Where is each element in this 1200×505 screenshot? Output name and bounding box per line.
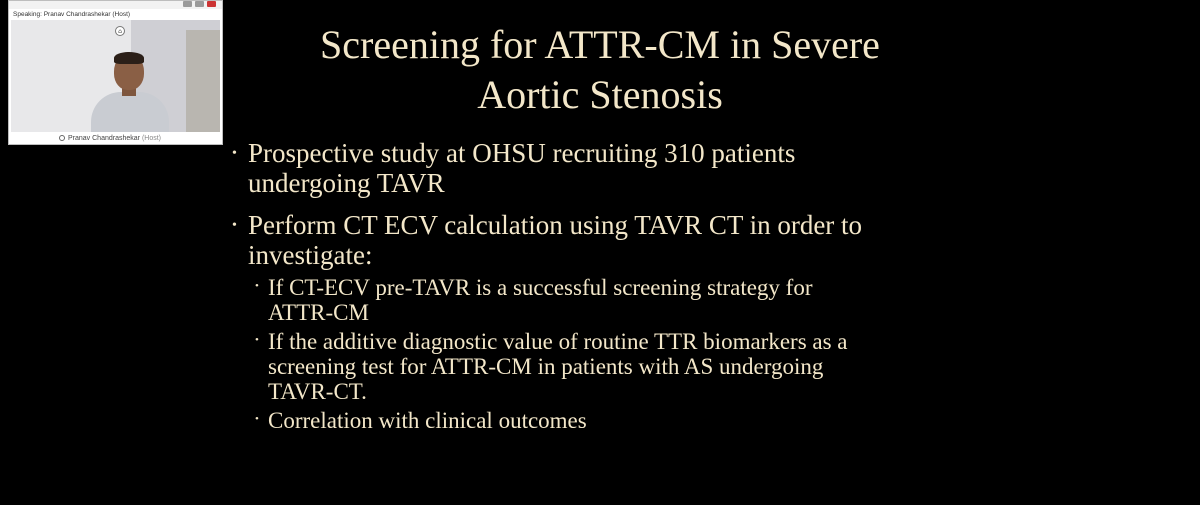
slide-title: [250, 20, 950, 120]
sub-bullet-dot: •: [255, 413, 259, 425]
slide-title-line-2: Aortic Stenosis: [477, 72, 723, 117]
sub-bullet-2-line-2: screening test for ATTR-CM in patients with AS undergoing: [268, 354, 824, 379]
sub-bullet-1-line-2: ATTR-CM: [268, 300, 369, 325]
participant-name: Pranav Chandrashekar: [68, 135, 140, 142]
sub-bullet-1-line-1: If CT-ECV pre-TAVR is a successful screening strategy for: [268, 275, 813, 300]
speaking-indicator: Speaking: Pranav Chandrashekar (Host): [13, 11, 131, 18]
close-icon[interactable]: [207, 1, 216, 7]
sub-bullet-dot: •: [255, 334, 259, 346]
sub-bullet-2-line-3: TAVR-CT.: [268, 379, 367, 404]
minimize-icon[interactable]: [183, 1, 192, 7]
sub-bullet-3-line-1: Correlation with clinical outcomes: [268, 408, 587, 433]
bullet-2-line-2: investigate:: [248, 240, 373, 270]
slide-title-line-1: Screening for ATTR-CM in Severe: [320, 22, 880, 67]
tile-window-bar: [9, 1, 222, 9]
microphone-icon: [59, 135, 65, 141]
bullet-1-line-2: undergoing TAVR: [248, 168, 445, 198]
person-body: [91, 92, 169, 132]
sub-bullet-2-line-1: If the additive diagnostic value of routine TTR biomarkers as a: [268, 329, 848, 354]
video-feed: [11, 20, 220, 132]
participant-video-tile[interactable]: [8, 0, 223, 145]
maximize-icon[interactable]: [195, 1, 204, 7]
bullet-2-line-1: Perform CT ECV calculation using TAVR CT in order to: [248, 210, 863, 240]
lock-icon: ⌂: [115, 26, 125, 36]
participant-role: (Host): [141, 135, 162, 142]
bullet-1-line-1: Prospective study at OHSU recruiting 310 patients: [248, 138, 796, 168]
bullet-dot: •: [232, 218, 237, 233]
bullet-dot: •: [232, 146, 237, 161]
participant-name-label: [59, 135, 161, 142]
sub-bullet-dot: •: [255, 280, 259, 292]
